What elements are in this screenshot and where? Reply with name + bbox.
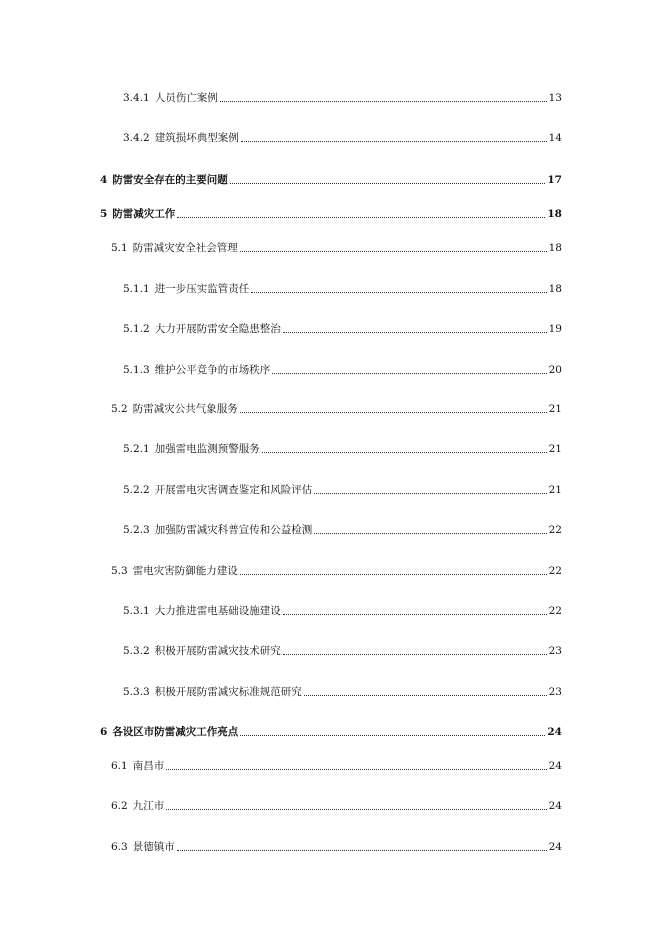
toc-dot-leader xyxy=(283,654,547,655)
toc-entry-page: 18 xyxy=(548,283,562,295)
toc-dot-leader xyxy=(283,332,547,333)
toc-entry-5-1-3[interactable] xyxy=(123,361,562,377)
toc-dot-leader xyxy=(314,533,546,534)
toc-dot-leader xyxy=(166,769,546,770)
toc-entry-6[interactable] xyxy=(100,723,562,739)
toc-dot-leader xyxy=(272,373,546,374)
toc-dot-leader xyxy=(251,292,546,293)
toc-entry-5-1-2[interactable] xyxy=(123,320,562,336)
toc-entry-title: 进一步压实监管责任 xyxy=(154,283,250,295)
toc-entry-title: 积极开展防雷减灾技术研究 xyxy=(154,645,281,657)
toc-entry-5-3-1[interactable] xyxy=(123,602,562,618)
toc-dot-leader xyxy=(230,183,546,184)
toc-entry-5-2-3[interactable] xyxy=(123,521,562,537)
toc-entry-5-3-3[interactable] xyxy=(123,683,562,699)
toc-entry-4[interactable] xyxy=(100,171,562,187)
toc-entry-page: 13 xyxy=(548,92,562,104)
toc-entry-title: 加强防雷减灾科普宣传和公益检测 xyxy=(154,524,313,536)
toc-entry-number: 5.2 xyxy=(111,403,128,415)
toc-entry-number: 4 xyxy=(100,174,108,186)
toc-entry-page: 24 xyxy=(548,800,562,812)
toc-entry-3-4-2[interactable] xyxy=(123,129,562,145)
toc-entry-title: 雷电灾害防御能力建设 xyxy=(132,565,238,577)
toc-entry-title: 南昌市 xyxy=(132,760,165,772)
toc-entry-page: 22 xyxy=(548,565,562,577)
toc-entry-title: 开展雷电灾害调查鉴定和风险评估 xyxy=(154,484,313,496)
toc-dot-leader xyxy=(166,809,546,810)
toc-entry-6-1[interactable] xyxy=(111,757,562,773)
toc-entry-page: 22 xyxy=(548,524,562,536)
toc-entry-title: 加强雷电监测预警服务 xyxy=(154,443,260,455)
toc-entry-title: 各设区市防雷减灾工作亮点 xyxy=(112,726,239,738)
toc-entry-title: 景德镇市 xyxy=(132,841,175,853)
toc-entry-number: 6.2 xyxy=(111,800,128,812)
toc-entry-page: 24 xyxy=(547,726,562,738)
toc-entry-number: 5.3 xyxy=(111,565,128,577)
toc-dot-leader xyxy=(314,493,546,494)
toc-dot-leader xyxy=(241,141,547,142)
toc-dot-leader xyxy=(262,452,547,453)
toc-entry-title: 维护公平竞争的市场秩序 xyxy=(154,364,271,376)
toc-entry-page: 17 xyxy=(547,174,562,186)
toc-entry-number: 6.1 xyxy=(111,760,128,772)
toc-entry-page: 21 xyxy=(548,403,562,415)
toc-entry-page: 22 xyxy=(548,605,562,617)
toc-entry-page: 19 xyxy=(548,323,562,335)
toc-entry-title: 防雷安全存在的主要问题 xyxy=(112,174,228,186)
toc-entry-number: 5.1.3 xyxy=(123,364,150,376)
toc-entry-number: 5.3.3 xyxy=(123,686,150,698)
toc-entry-number: 5.2.2 xyxy=(123,484,150,496)
toc-entry-title: 防雷减灾安全社会管理 xyxy=(132,242,238,254)
toc-entry-number: 5 xyxy=(100,208,108,220)
toc-entry-page: 21 xyxy=(548,443,562,455)
toc-entry-page: 24 xyxy=(548,841,562,853)
toc-dot-leader xyxy=(240,251,547,252)
toc-entry-number: 3.4.1 xyxy=(123,92,150,104)
toc-dot-leader xyxy=(283,614,547,615)
toc-entry-number: 5.1 xyxy=(111,242,128,254)
toc-dot-leader xyxy=(240,735,545,736)
toc-entry-number: 6 xyxy=(100,726,108,738)
toc-entry-page: 20 xyxy=(548,364,562,376)
toc-dot-leader xyxy=(177,850,547,851)
toc-entry-title: 大力开展防雷安全隐患整治 xyxy=(154,323,281,335)
toc-entry-5-1-1[interactable] xyxy=(123,280,562,296)
toc-entry-number: 6.3 xyxy=(111,841,128,853)
toc-entry-5-3-2[interactable] xyxy=(123,642,562,658)
toc-entry-number: 5.1.1 xyxy=(123,283,150,295)
toc-entry-number: 5.2.3 xyxy=(123,524,150,536)
toc-entry-number: 5.1.2 xyxy=(123,323,150,335)
toc-entry-title: 防雷减灾工作 xyxy=(112,208,176,220)
toc-entry-page: 18 xyxy=(547,208,562,220)
toc-entry-page: 18 xyxy=(548,242,562,254)
toc-entry-title: 防雷减灾公共气象服务 xyxy=(132,403,238,415)
toc-entry-5[interactable] xyxy=(100,205,562,221)
toc-entry-5-1[interactable] xyxy=(111,239,562,255)
toc-entry-title: 大力推进雷电基础设施建设 xyxy=(154,605,281,617)
toc-entry-title: 人员伤亡案例 xyxy=(154,92,218,104)
toc-entry-3-4-1[interactable] xyxy=(123,89,562,105)
toc-entry-5-3[interactable] xyxy=(111,562,562,578)
toc-entry-5-2-2[interactable] xyxy=(123,481,562,497)
toc-entry-6-2[interactable] xyxy=(111,797,562,813)
toc-dot-leader xyxy=(177,217,545,218)
toc-entry-page: 23 xyxy=(548,686,562,698)
toc-entry-number: 5.3.2 xyxy=(123,645,150,657)
toc-entry-title: 建筑损坏典型案例 xyxy=(154,132,239,144)
toc-entry-5-2-1[interactable] xyxy=(123,440,562,456)
toc-dot-leader xyxy=(240,574,547,575)
toc-entry-number: 5.2.1 xyxy=(123,443,150,455)
toc-entry-title: 九江市 xyxy=(132,800,165,812)
toc-entry-number: 5.3.1 xyxy=(123,605,150,617)
toc-entry-6-3[interactable] xyxy=(111,838,562,854)
toc-dot-leader xyxy=(220,101,547,102)
toc-dot-leader xyxy=(304,695,547,696)
toc-entry-number: 3.4.2 xyxy=(123,132,150,144)
toc-entry-title: 积极开展防雷减灾标准规范研究 xyxy=(154,686,302,698)
toc-dot-leader xyxy=(240,412,547,413)
toc-entry-5-2[interactable] xyxy=(111,400,562,416)
toc-entry-page: 24 xyxy=(548,760,562,772)
toc-entry-page: 14 xyxy=(548,132,562,144)
toc-entry-page: 21 xyxy=(548,484,562,496)
toc-entry-page: 23 xyxy=(548,645,562,657)
